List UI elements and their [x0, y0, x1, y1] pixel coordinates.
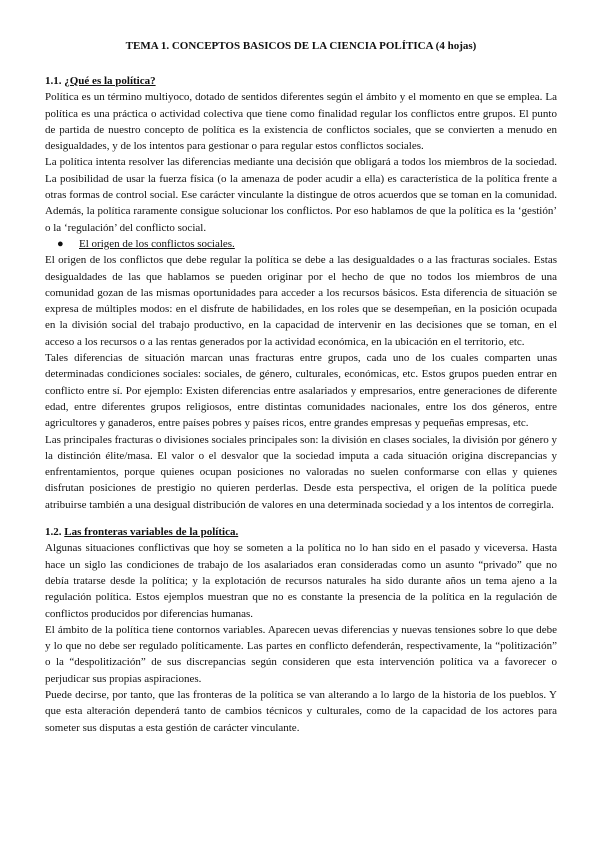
- paragraph: El ámbito de la política tiene contornos variables. Aparecen uevas diferencias y nuevas tensiones sobre lo que debe y lo que no debe ser regulado políticamente. Las partes en conflicto defenderán, respectivamente, la “politización” o la “despolitización” de sus discrepancias según consideren que esta intervención política va a favorecer o perjudicar sus propias aspiraciones.: [45, 623, 557, 685]
- section-2-number: 1.2.: [45, 526, 62, 539]
- section-spacer: [45, 513, 557, 524]
- paragraph: Tales diferencias de situación marcan unas fracturas entre grupos, cada uno de los cuales comparten unas determinadas condiciones sociales: sociales, de género, culturales, económicas, etc. Estos grupos pueden entrar en conflicto entre sí. Por ejemplo: Existen diferencias entre asalariados y empresarios, entre generaciones de diferente edad, entre diferentes grupos religiosos, entre distintas comunidades nacionales, entre los dos géneros, entre agricultores y ganaderos, entre países pobres y países ricos, entre grandes empresas y pequeñas empresas, etc.: [45, 352, 557, 430]
- bullet-text: El origen de los conflictos sociales.: [79, 237, 235, 250]
- bullet-item: [57, 236, 557, 252]
- section-2-heading: [45, 524, 557, 540]
- paragraph: Puede decirse, por tanto, que las fronteras de la política se van alterando a lo largo de la historia de los pueblos. Y que esta alteración dependerá tanto de cambios técnicos y culturales, como de la capacidad de los actores para someter sus disputas a esta gestión de carácter vinculante.: [45, 688, 557, 734]
- paragraph: Algunas situaciones conflictivas que hoy se someten a la política no lo han sido en el pasado y viceversa. Hasta hace un siglo las condiciones de trabajo de los asalariados eran consideradas como un asunto “privado” que no debía tratarse desde la política; y la explotación de recursos naturales ha sido durante años un tema ajeno a la regulación política. Estos ejemplos muestran que no es constante la presencia de la política en la regulación de conflictos producidos por diferencias humanas.: [45, 542, 557, 620]
- bullet-dot-icon: ●: [57, 237, 64, 250]
- section-1-heading: [45, 73, 557, 89]
- document-page: [45, 38, 557, 736]
- paragraph: Política es un término multiyoco, dotado de sentidos diferentes según el ámbito y el momento en que se emplea. La política es una práctica o actividad colectiva que tiene como finalidad regular los conflictos entre grupos. El punto de partida de nuestro concepto de política es la existencia de conflictos sociales, que se convierten a menudo en desigualdades, y de los intentos para gestionar o para regular estos conflictos sociales.: [45, 91, 557, 153]
- section-2-title: Las fronteras variables de la política.: [64, 526, 239, 539]
- paragraph: Las principales fracturas o divisiones sociales principales son: la división en clases sociales, la división por género y la distinción élite/masa. El valor o el desvalor que la sociedad imputa a cada situación origina discrepancias y enfrentamientos, porque quienes ocupan posiciones no valoradas no suelen conformarse con ellas y quienes disfrutan posiciones de prestigio no quieren perderlas. Desde esta perspectiva, el origen de la política puede atribuirse también a una desigual distribución de valores en una determinada sociedad y a los intentos de corregirla.: [45, 433, 557, 511]
- section-1-number: 1.1.: [45, 75, 62, 87]
- paragraph: El origen de los conflictos que debe regular la política se debe a las desigualdades o a las fracturas sociales. Estas desigualdades de las que hablamos se pueden originar por el hecho de que no todos los miembros de una comunidad gozan de las mismas oportunidades para acceder a los recursos básicos. Esta diferencia de situación se expresa de múltiples modos: en el disfrute de habilidades, en los roles que se desempeñan, en la posición ocupada en la división social del trabajo productivo, en la capacidad de intervenir en las decisiones que se toman, en el acceso a los recursos o a las rentas generados por la actividad económica, en la ubicación en el territorio, etc.: [45, 254, 557, 348]
- section-1-title: ¿Qué es la política?: [64, 75, 156, 87]
- document-title: TEMA 1. CONCEPTOS BASICOS DE LA CIENCIA POLÍTICA (4 hojas): [125, 40, 477, 52]
- paragraph: La política intenta resolver las diferencias mediante una decisión que obligará a todos los miembros de la sociedad. La posibilidad de usar la fuerza física (o la amenaza de poder acudir a ella) es característica de la política frente a otras formas de control social. Ese carácter vinculante la distingue de otros acuerdos que se toman en la comunidad. Además, la política raramente consigue solucionar los conflictos. Por eso hablamos de que la política es la ‘gestión’ o la ‘regulación’ del conflicto social.: [45, 156, 557, 234]
